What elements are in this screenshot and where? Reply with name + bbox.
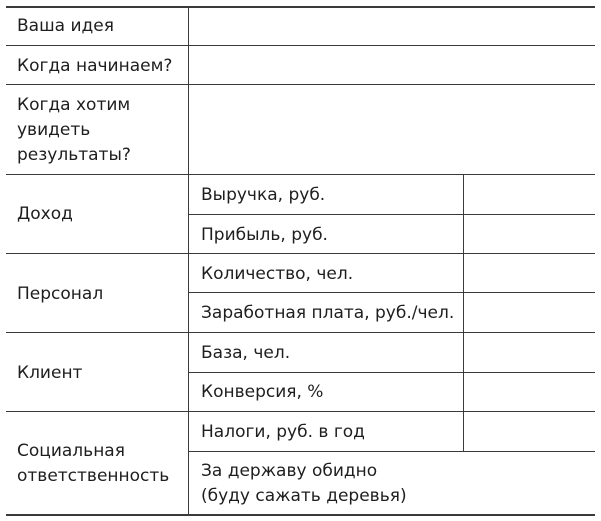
headcount-label: Количество, чел. bbox=[201, 264, 354, 284]
conversion-field[interactable] bbox=[464, 373, 595, 411]
client-base-field[interactable] bbox=[464, 333, 595, 372]
headcount-field[interactable] bbox=[464, 254, 595, 292]
start-label: Когда начинаем? bbox=[17, 56, 173, 76]
salary-field[interactable] bbox=[464, 293, 595, 332]
revenue-field[interactable] bbox=[464, 175, 595, 214]
results-label-line-3: результаты? bbox=[17, 145, 131, 165]
profit-field[interactable] bbox=[464, 215, 595, 253]
taxes-label: Налоги, руб. в год bbox=[201, 422, 365, 442]
social-label-line-2: ответственность bbox=[17, 466, 170, 486]
results-field[interactable] bbox=[190, 85, 595, 174]
conversion-label: Конверсия, % bbox=[201, 382, 324, 402]
table-bottom-border bbox=[6, 514, 595, 516]
idea-label: Ваша идея bbox=[17, 16, 114, 36]
revenue-label: Выручка, руб. bbox=[201, 185, 326, 205]
taxes-field[interactable] bbox=[464, 412, 595, 451]
subrow-divider bbox=[189, 451, 595, 452]
results-label-line-1: Когда хотим bbox=[17, 95, 131, 115]
results-label-line-2: увидеть bbox=[17, 120, 91, 140]
income-label: Доход bbox=[17, 204, 73, 224]
trees-label-line-2: (буду сажать деревья) bbox=[201, 486, 407, 506]
social-label-line-1: Социальная bbox=[17, 441, 125, 461]
client-label: Клиент bbox=[17, 363, 83, 383]
start-field[interactable] bbox=[190, 46, 595, 84]
profit-label: Прибыль, руб. bbox=[201, 225, 328, 245]
trees-label-line-1: За державу обидно bbox=[201, 461, 378, 481]
idea-field[interactable] bbox=[190, 8, 595, 45]
salary-label: Заработная плата, руб./чел. bbox=[201, 303, 455, 323]
staff-label: Персонал bbox=[17, 284, 104, 304]
client-base-label: База, чел. bbox=[201, 343, 291, 363]
label-column-divider bbox=[188, 7, 189, 515]
